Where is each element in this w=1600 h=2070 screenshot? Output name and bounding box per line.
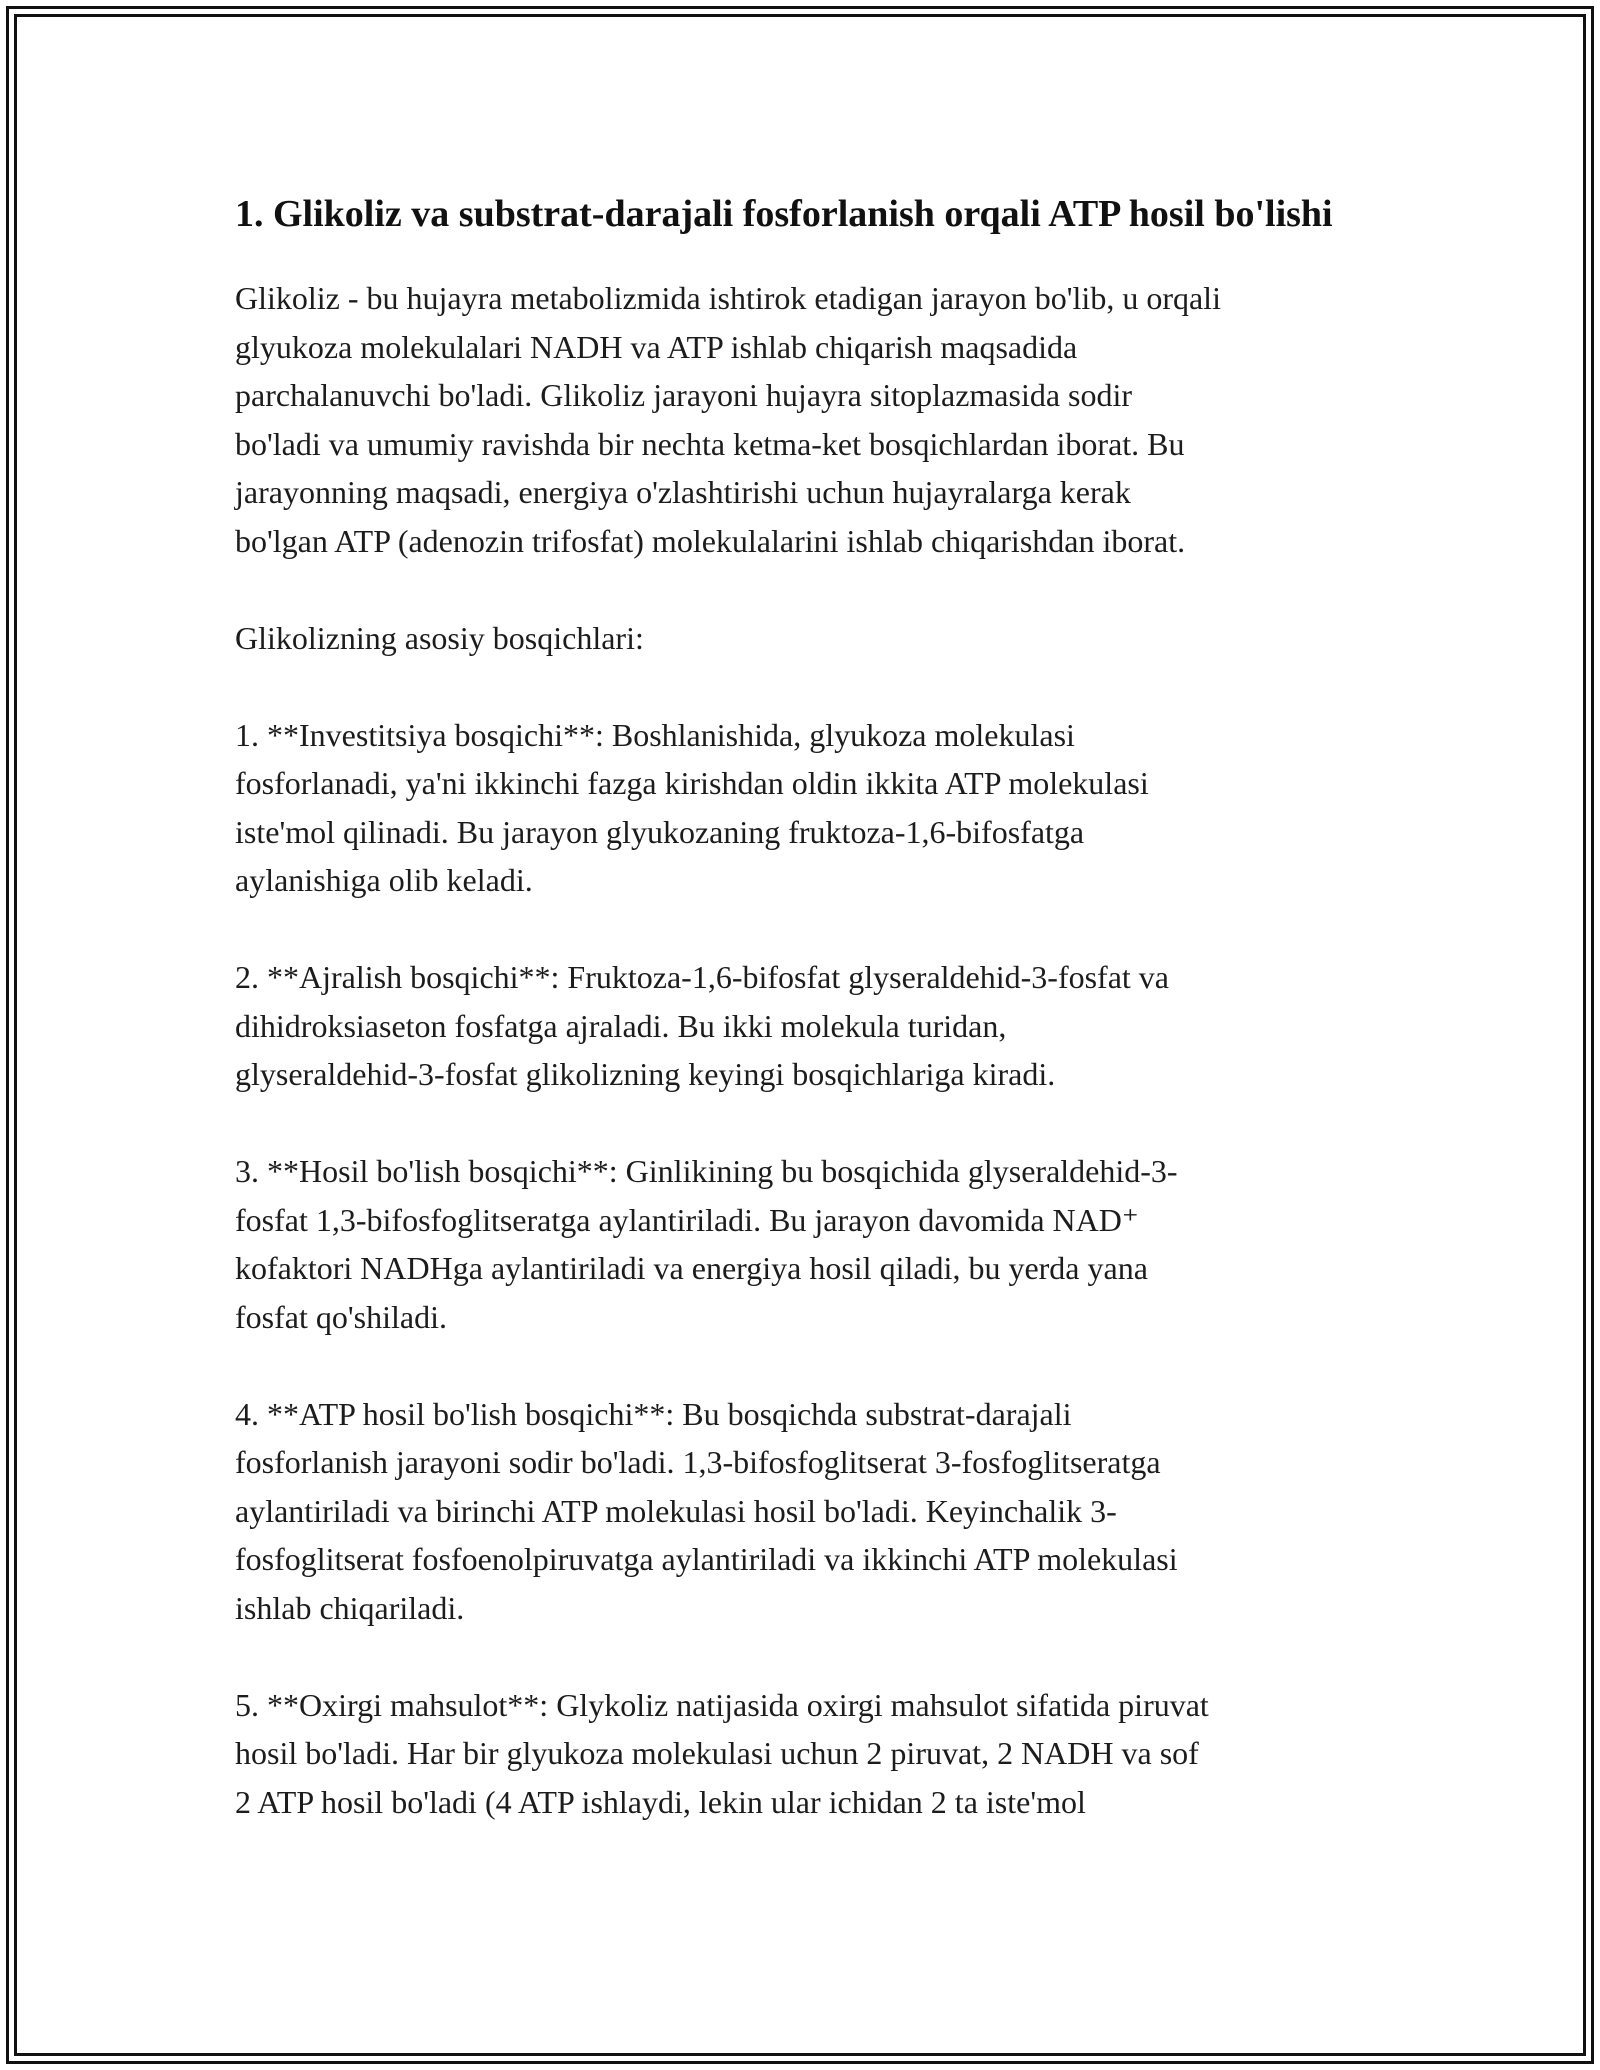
- steps-intro: Glikolizning asosiy bosqichlari:: [235, 619, 644, 656]
- document-body: [235, 186, 1370, 1826]
- step-item-1: 1. **Investitsiya bosqichi**: Boshlanishida, glyukoza molekulasi fosforlanadi, ya'ni ikkinchi fazga kirishdan oldin ikkita ATP molekulasi iste'mol qilinadi. Bu jarayon glyukozaning fruktoza-1,6-bifosfatga aylanishiga olib keladi.: [235, 716, 1149, 898]
- step-item-3: 3. **Hosil bo'lish bosqichi**: Ginlikining bu bosqichida glyseraldehid-3- fosfat 1,3-bifosfoglitseratga aylantiriladi. Bu jarayon davomida NAD⁺ kofaktori NADHga aylantiriladi va energiya hosil qiladi, bu yerda yana fosfat qo'shiladi.: [235, 1153, 1178, 1335]
- step-item-2: 2. **Ajralish bosqichi**: Fruktoza-1,6-bifosfat glyseraldehid-3-fosfat va dihidroksiaseton fosfatga ajraladi. Bu ikki molekula turidan, glyseraldehid-3-fosfat glikolizning keyingi bosqichlariga kiradi.: [235, 959, 1169, 1092]
- step-item-5: 5. **Oxirgi mahsulot**: Glykoliz natijasida oxirgi mahsulot sifatida piruvat hosil bo'ladi. Har bir glyukoza molekulasi uchun 2 piruvat, 2 NADH va sof 2 ATP hosil bo'ladi (4 ATP ishlaydi, lekin ular ichidan 2 ta iste'mol: [235, 1686, 1209, 1820]
- step-item-4: 4. **ATP hosil bo'lish bosqichi**: Bu bosqichda substrat-darajali fosforlanish jarayoni sodir bo'ladi. 1,3-bifosfoglitserat 3-fosfoglitseratga aylantiriladi va birinchi ATP molekulasi hosil bo'ladi. Keyinchalik 3- fosfoglitserat fosfoenolpiruvatga aylantiriladi va ikkinchi ATP molekulasi ishlab chiqariladi.: [235, 1395, 1178, 1626]
- intro-paragraph: Glikoliz - bu hujayra metabolizmida ishtirok etadigan jarayon bo'lib, u orqali glyukoza molekulalari NADH va ATP ishlab chiqarish maqsadida parchalanuvchi bo'ladi. Glikoliz jarayoni hujayra sitoplazmasida sodir bo'ladi va umumiy ravishda bir nechta ketma-ket bosqichlardan iborat. Bu jarayonning maqsadi, energiya o'zlashtirishi uchun hujayralarga kerak bo'lgan ATP (adenozin trifosfat) molekulalarini ishlab chiqarishdan iborat.: [235, 280, 1221, 559]
- section-heading: 1. Glikoliz va substrat-darajali fosforlanish orqali ATP hosil bo'lishi: [235, 193, 1333, 235]
